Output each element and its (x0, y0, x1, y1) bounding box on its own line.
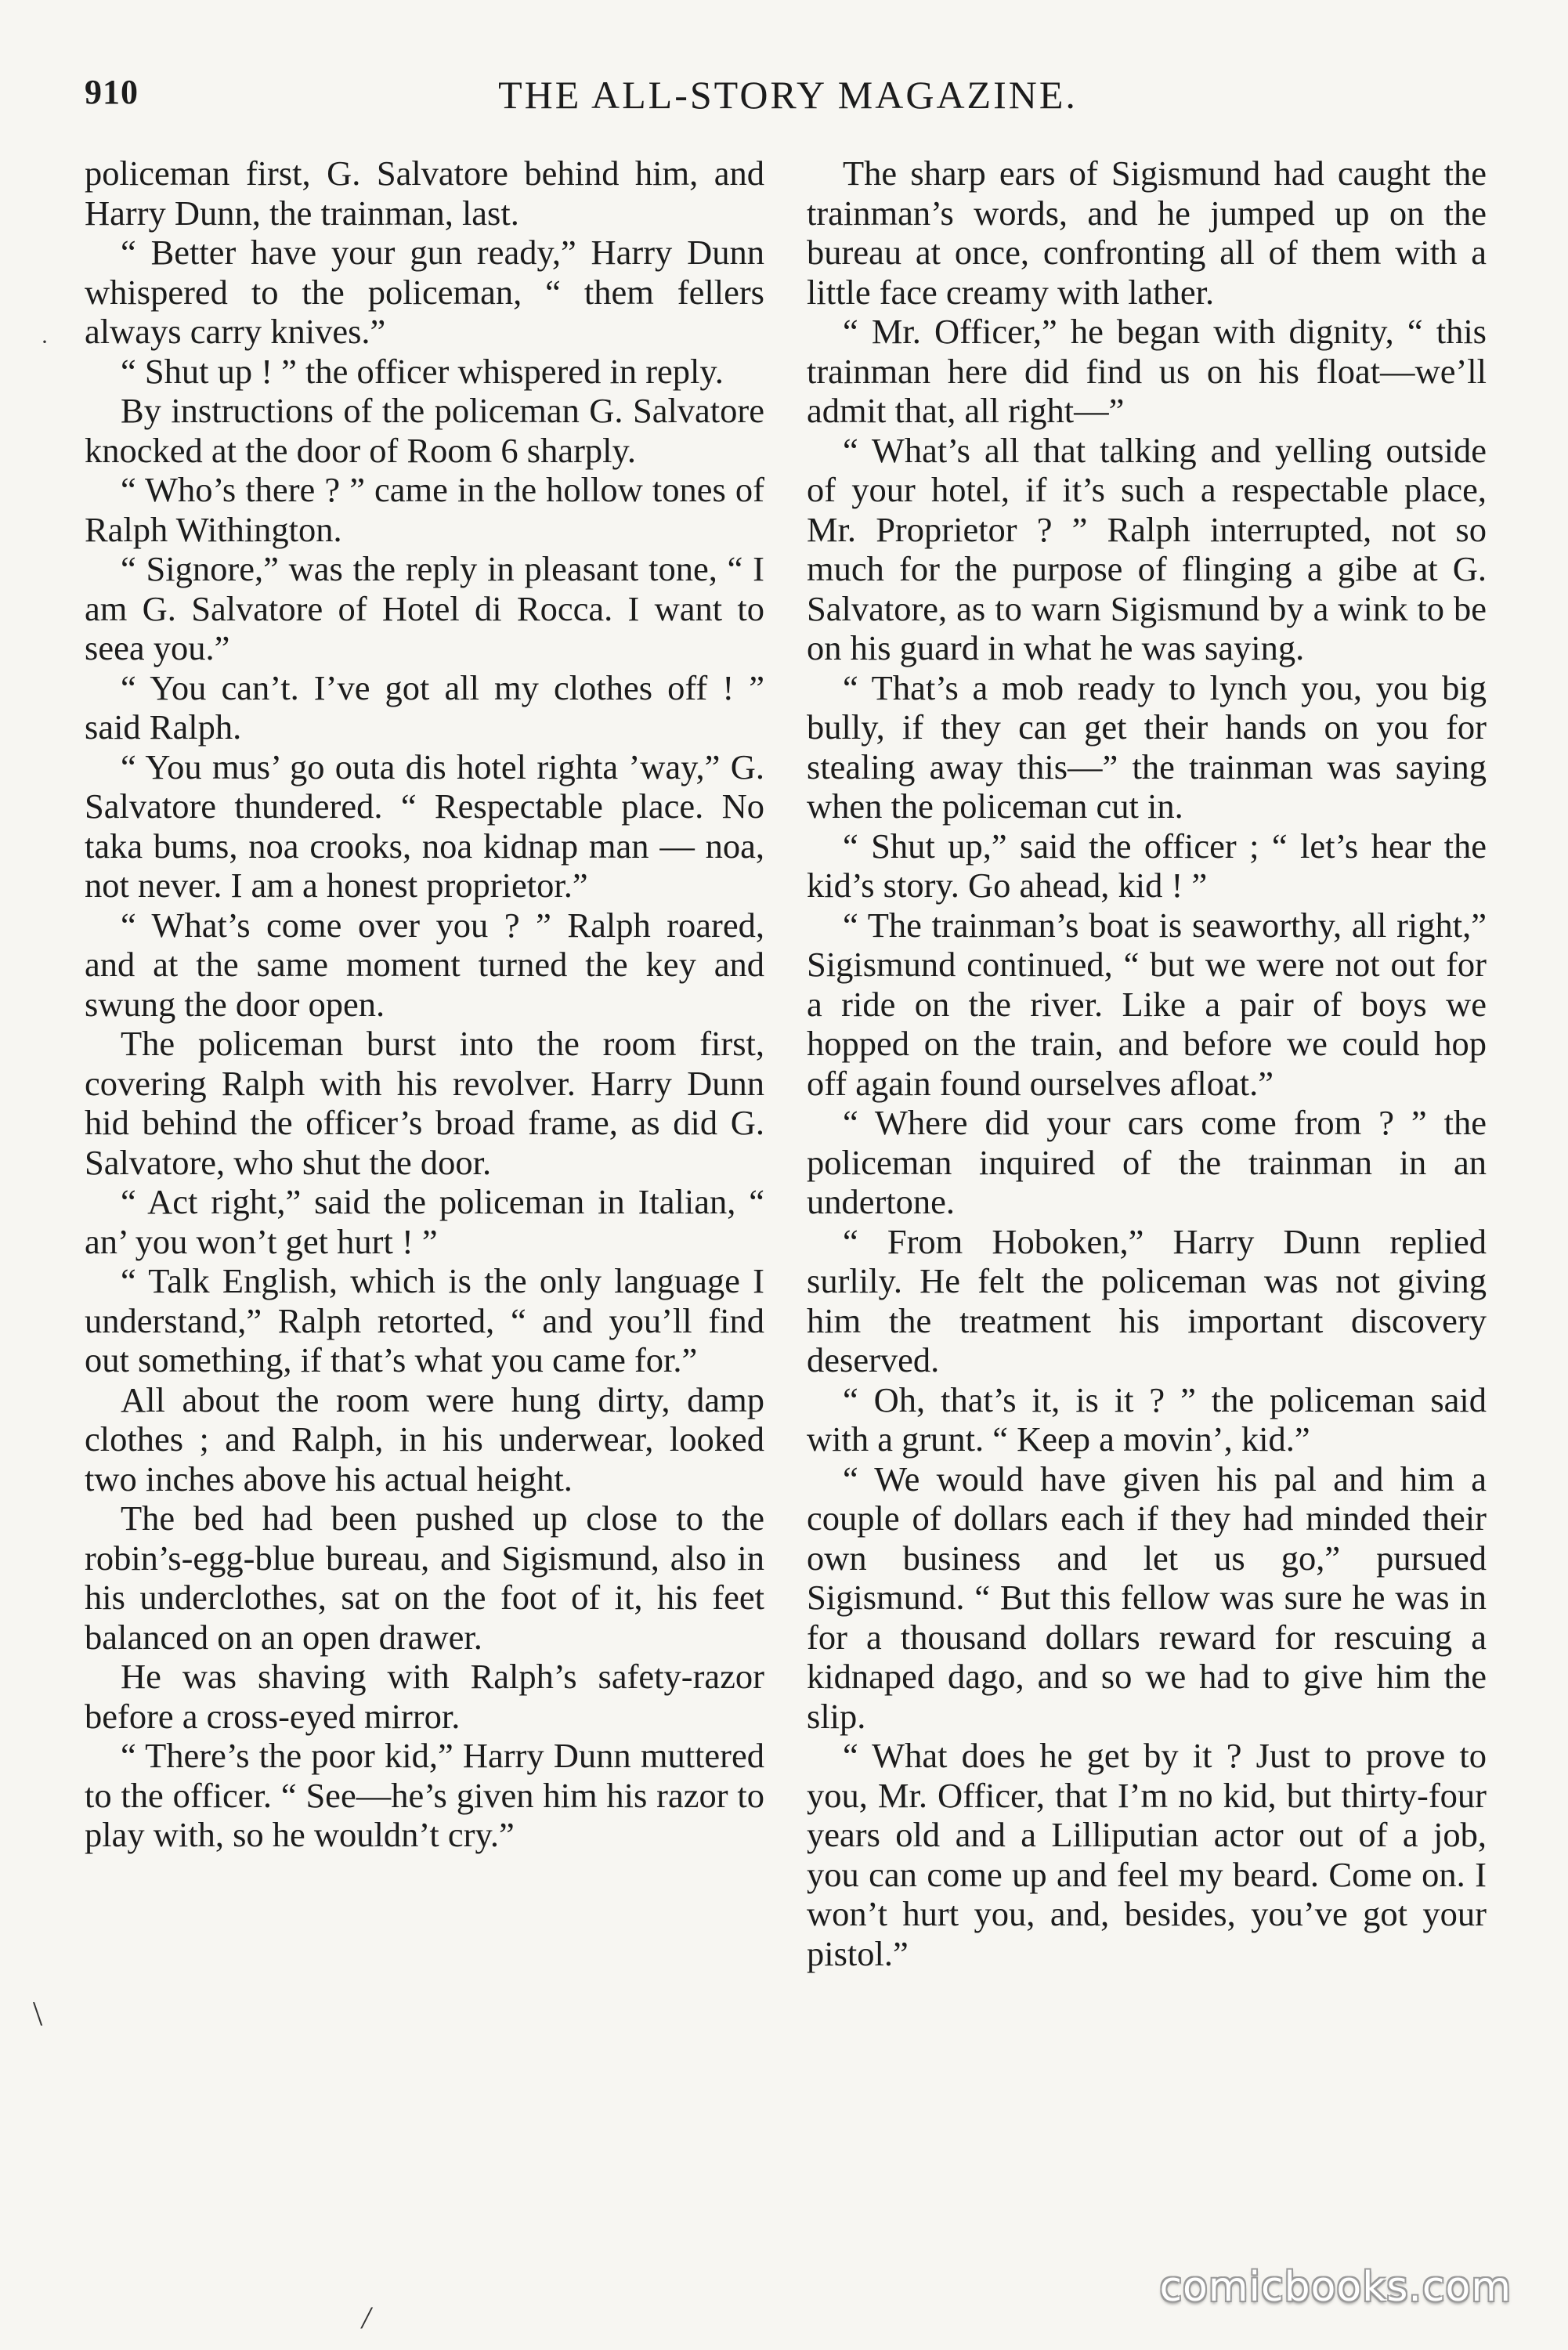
paragraph: “ The trainman’s boat is seaworthy, all right,” Sigismund continued, “ but we were not out for a ride on the river. Like a pair of boys we hopped on the train, and before we could hop off again found ourselves afloat.” (807, 905, 1487, 1103)
paragraph: He was shaving with Ralph’s safety-razor before a cross-eyed mirror. (85, 1657, 764, 1736)
page-header (85, 72, 1491, 127)
running-head: THE ALL-STORY MAGAZINE. (498, 73, 1078, 117)
paragraph: “ Signore,” was the reply in pleasant tone, “ I am G. Salvatore of Hotel di Rocca. I want to seea you.” (85, 549, 764, 667)
paragraph: The policeman burst into the room first, covering Ralph with his revolver. Harry Dunn hid behind the officer’s broad frame, as did G. Salvatore, who shut the door. (85, 1024, 764, 1182)
paragraph: “ Oh, that’s it, is it ? ” the policeman said with a grunt. “ Keep a movin’, kid.” (807, 1379, 1487, 1459)
paragraph: “ Talk English, which is the only language I understand,” Ralph retorted, “ and you’ll find out something, if that’s what you came for.” (85, 1261, 764, 1379)
paragraph: “ Act right,” said the policeman in Italian, “ an’ you won’t get hurt ! ” (85, 1182, 764, 1261)
paragraph: “ From Hoboken,” Harry Dunn replied surlily. He felt the policeman was not giving him the treatment his important discovery deserved. (807, 1221, 1487, 1379)
paragraph: “ There’s the poor kid,” Harry Dunn muttered to the officer. “ See—he’s given him his razor to play with, so he wouldn’t cry.” (85, 1736, 764, 1854)
paragraph: “ You mus’ go outa dis hotel righta ’way,” G. Salvatore thundered. “ Respectable place. No taka bums, noa crooks, noa kidnap man — noa, not never. I am a honest proprietor.” (85, 747, 764, 905)
paragraph: “ Who’s there ? ” came in the hollow tones of Ralph Withington. (85, 470, 764, 549)
bottom-stroke-mark: / (362, 2300, 371, 2335)
paragraph: “ Mr. Officer,” he began with dignity, “ this trainman here did find us on his float—we’ll admit that, all right—” (807, 312, 1487, 430)
paragraph: By instructions of the policeman G. Salvatore knocked at the door of Room 6 sharply. (85, 391, 764, 470)
paragraph: “ That’s a mob ready to lynch you, you big bully, if they can get their hands on you for stealing away this—” the trainman was saying when the policeman cut in. (807, 667, 1487, 826)
paragraph: “ What does he get by it ? Just to prove to you, Mr. Officer, that I’m no kid, but thirty-four years old and a Lilliputian actor out of a job, you can come up and feel my beard. Come on. I won’t hurt you, and, besides, you’ve got your pistol.” (807, 1736, 1487, 1973)
paragraph: “ Better have your gun ready,” Harry Dunn whispered to the policeman, “ them fellers always carry knives.” (85, 233, 764, 351)
paragraph: “ What’s come over you ? ” Ralph roared, and at the same moment turned the key and swung the door open. (85, 905, 764, 1024)
page-number: 910 (85, 73, 139, 111)
paragraph: “ Shut up ! ” the officer whispered in reply. (121, 351, 724, 391)
watermark: comicbooks.com (1159, 2264, 1512, 2311)
paragraph: The bed had been pushed up close to the robin’s-egg-blue bureau, and Sigismund, also in his underclothes, sat on the foot of it, his feet balanced on an open drawer. (85, 1499, 764, 1657)
paragraph: “ Where did your cars come from ? ” the policeman inquired of the trainman in an undertone. (807, 1103, 1487, 1221)
paragraph: “ You can’t. I’ve got all my clothes off ! ” said Ralph. (85, 667, 764, 747)
margin-stroke-mark: \ (33, 1994, 43, 2033)
paragraph: “ What’s all that talking and yelling outside of your hotel, if it’s such a respectable place, Mr. Proprietor ? ” Ralph interrupted, not so much for the purpose of flinging a gibe at G. Salvatore, as to warn Sigismund by a wink to be on his guard in what he was saying. (807, 430, 1487, 667)
paragraph: All about the room were hung dirty, damp clothes ; and Ralph, in his underwear, looked two inches above his actual height. (85, 1379, 764, 1499)
left-column (85, 154, 764, 1855)
paragraph: policeman first, G. Salvatore behind him, and Harry Dunn, the trainman, last. (85, 154, 764, 233)
paragraph: The sharp ears of Sigismund had caught the trainman’s words, and he jumped up on the bureau at once, confronting all of them with a little face creamy with lather. (807, 154, 1487, 312)
margin-dot-mark: · (41, 329, 49, 355)
right-column (807, 154, 1487, 1973)
paragraph: “ Shut up,” said the officer ; “ let’s hear the kid’s story. Go ahead, kid ! ” (807, 826, 1487, 905)
paragraph: “ We would have given his pal and him a couple of dollars each if they had minded their own business and let us go,” pursued Sigismund. “ But this fellow was sure he was in for a thousand dollars reward for rescuing a kidnaped dago, and so we had to give him the slip. (807, 1459, 1487, 1736)
